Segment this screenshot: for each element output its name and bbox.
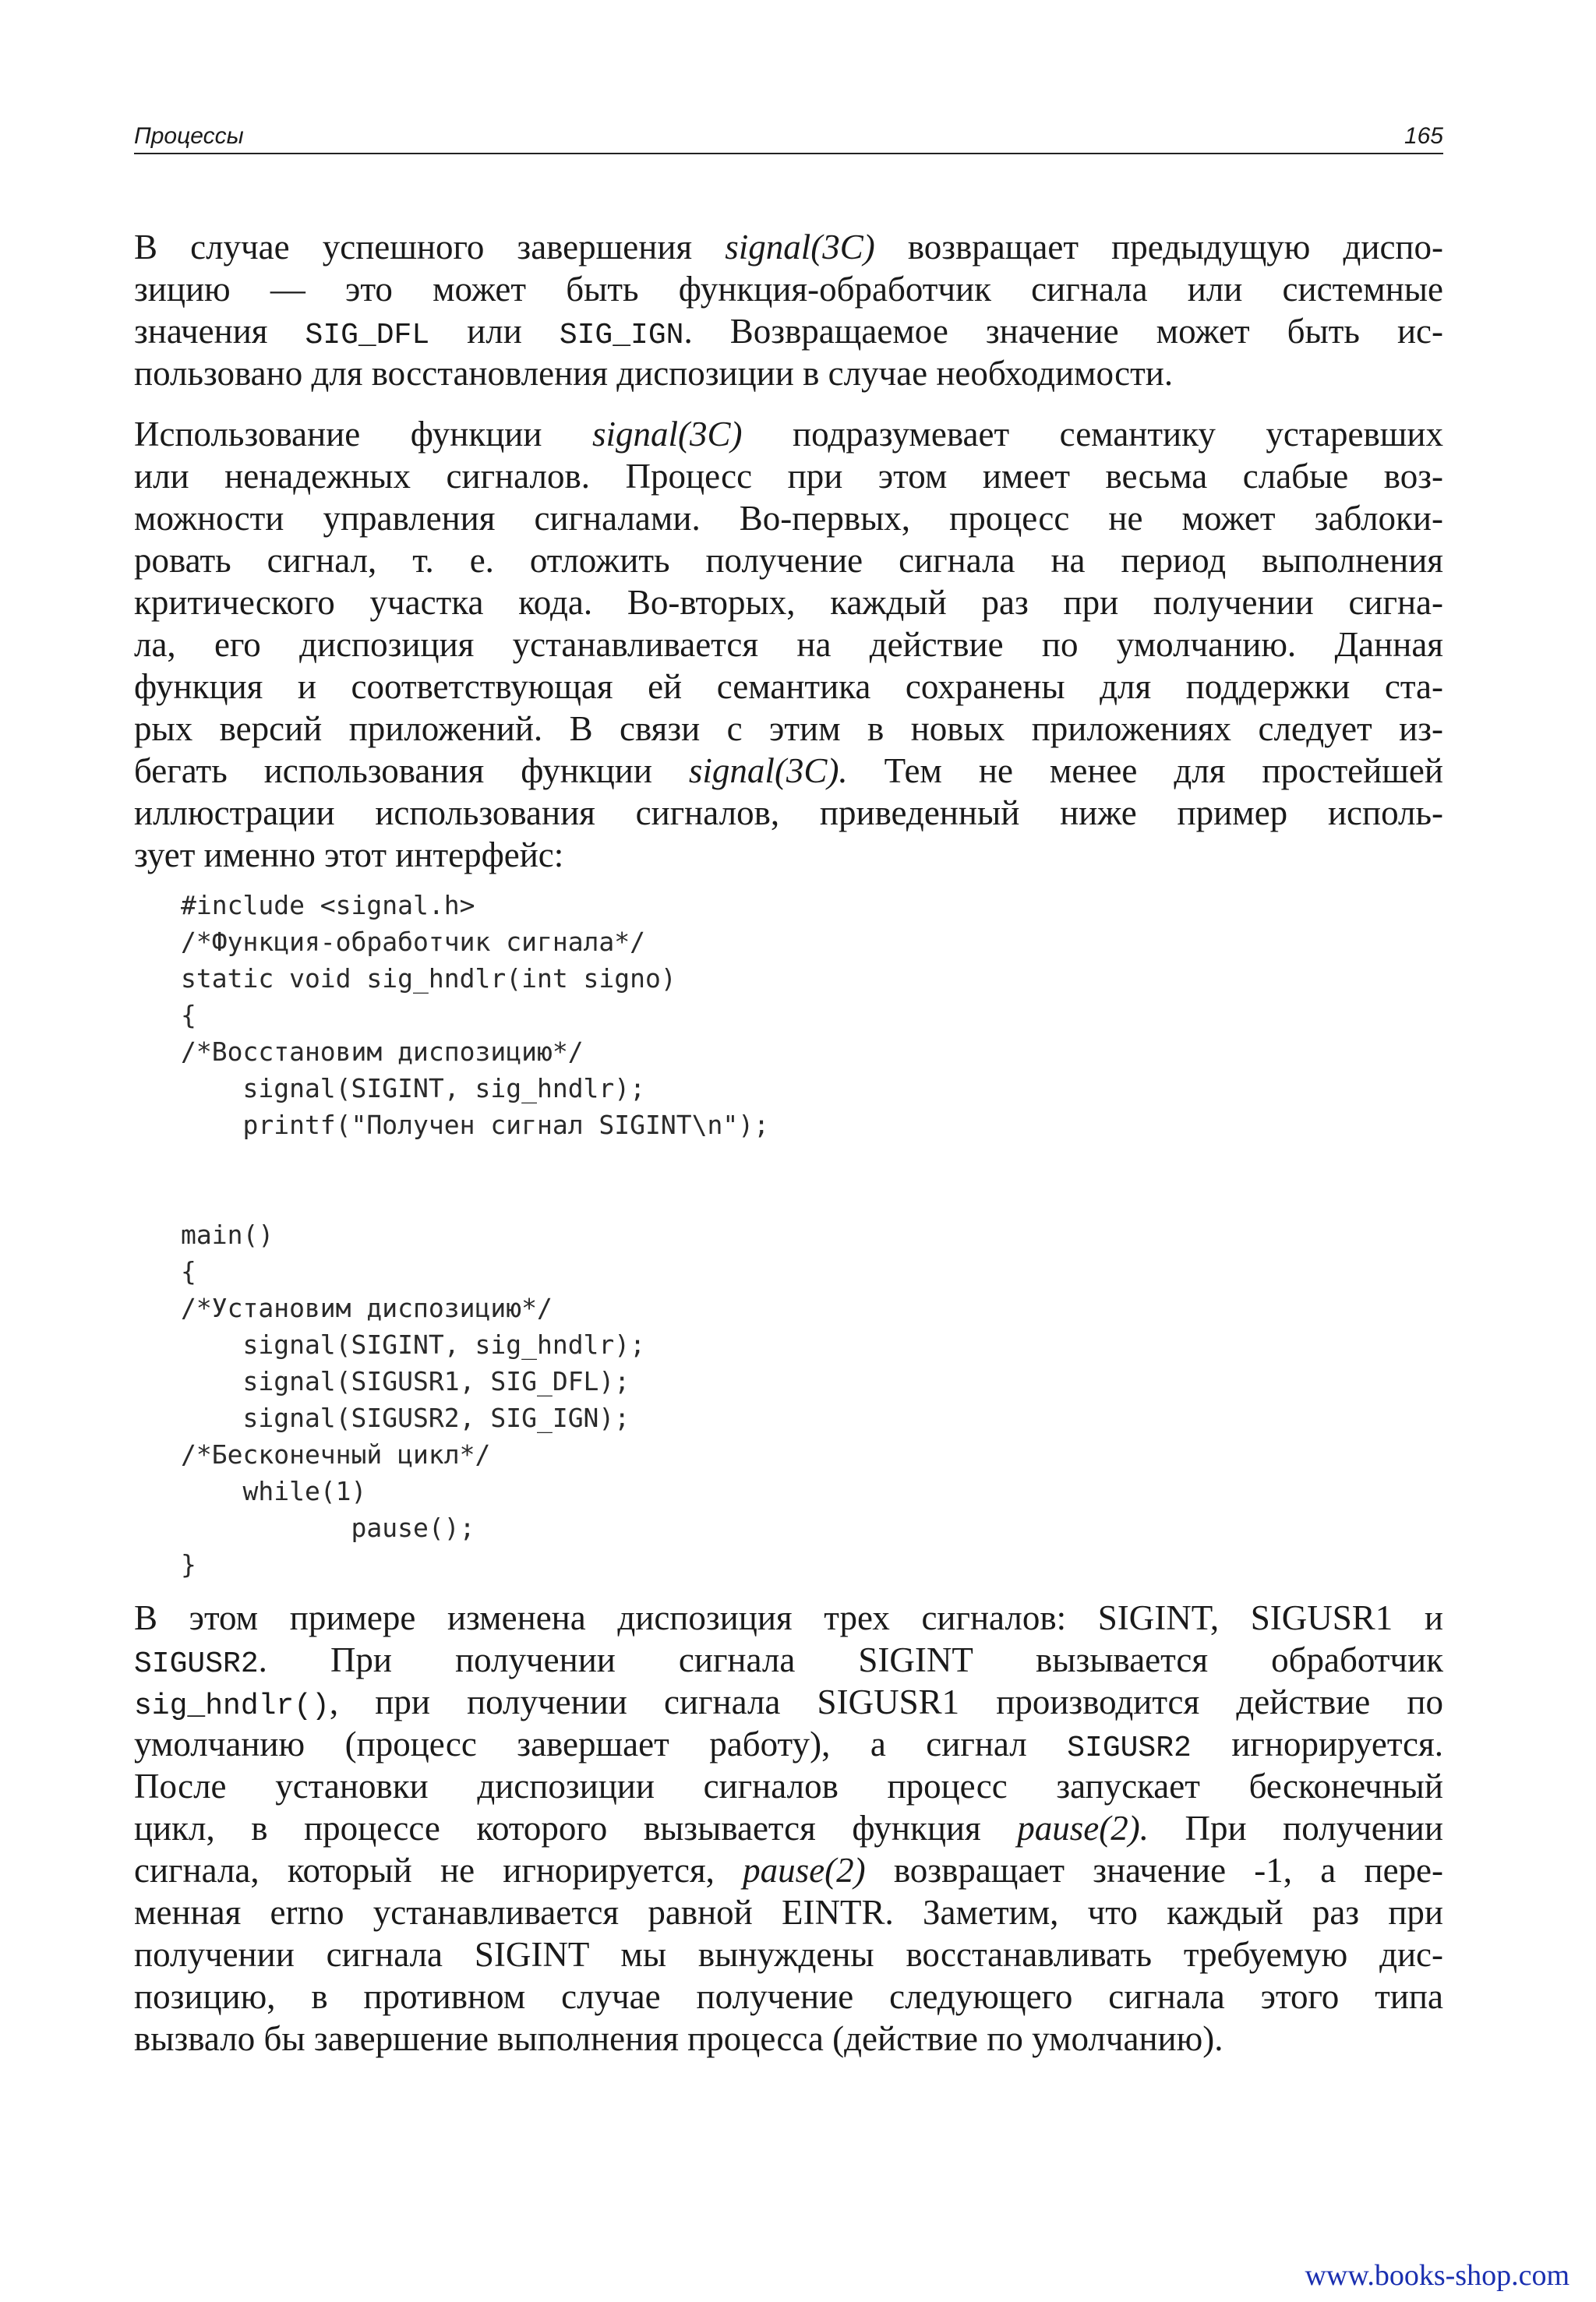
text-line xyxy=(134,1639,1443,1681)
text-line xyxy=(134,750,1443,792)
code-term: SIGUSR2 xyxy=(134,1647,259,1681)
paragraph-3 xyxy=(134,1597,1443,2060)
code-term: SIGUSR2 xyxy=(1067,1732,1192,1765)
code-line: { xyxy=(181,1000,196,1030)
function-ref: signal(3C) xyxy=(592,415,743,454)
code-blank-line xyxy=(181,1180,1350,1216)
text-line xyxy=(134,226,1443,268)
code-line: /*Бесконечный цикл*/ xyxy=(181,1439,491,1470)
function-ref: signal(3C) xyxy=(725,228,875,267)
text-line xyxy=(134,1807,1443,1849)
text-span: цикл, в процессе которого вызывается функция xyxy=(134,1809,1018,1848)
text-span: или xyxy=(429,312,560,351)
text-line: позицию, в противном случае получение следующего сигнала этого типа xyxy=(134,1977,1443,2016)
function-ref: pause(2) xyxy=(743,1851,866,1890)
text-span: При получении xyxy=(1148,1809,1443,1848)
code-listing xyxy=(181,887,1350,1583)
running-header xyxy=(134,118,1443,154)
text-line: ровать сигнал, т. е. отложить получение сигнала на период выполнения xyxy=(134,541,1443,580)
text-span: , при получении сигнала SIGUSR1 производится действие по xyxy=(329,1682,1443,1721)
code-term: sig_hndlr() xyxy=(134,1689,330,1723)
code-term: SIG_IGN xyxy=(559,319,684,352)
code-line: { xyxy=(181,1256,196,1287)
text-line: менная errno устанавливается равной EINTR. Заметим, что каждый раз при xyxy=(134,1893,1443,1932)
text-span: Использование функции xyxy=(134,415,592,454)
code-term: SIG_DFL xyxy=(305,319,430,352)
text-line: В этом примере изменена диспозиция трех сигналов: SIGINT, SIGUSR1 и xyxy=(134,1598,1443,1637)
text-line: можности управления сигналами. Во-первых, процесс не может заблоки- xyxy=(134,499,1443,538)
text-span: В случае успешного завершения xyxy=(134,228,726,267)
text-line: функция и соответствующая ей семантика сохранены для поддержки ста- xyxy=(134,667,1443,706)
text-line: После установки диспозиции сигналов процесс запускает бесконечный xyxy=(134,1767,1443,1806)
code-line: pause(); xyxy=(181,1513,475,1543)
text-line xyxy=(134,1849,1443,1891)
section-title: Процессы xyxy=(134,123,244,149)
paragraph-2 xyxy=(134,413,1443,876)
code-line: signal(SIGUSR1, SIG_DFL); xyxy=(181,1366,630,1396)
function-ref: pause(2). xyxy=(1017,1809,1149,1848)
text-line xyxy=(134,310,1443,352)
text-span: . Возвращаемое значение может быть ис- xyxy=(683,312,1444,351)
text-span: бегать использования функции xyxy=(134,751,689,790)
code-line: } xyxy=(181,1549,196,1580)
text-line: зует именно этот интерфейс: xyxy=(134,835,564,874)
text-span: Тем не менее для простейшей xyxy=(847,751,1443,790)
code-blank-line xyxy=(181,1143,1350,1180)
code-line: main() xyxy=(181,1220,274,1250)
function-ref: signal(3C). xyxy=(688,751,848,790)
text-line: вызвало бы завершение выполнения процесса (действие по умолчанию). xyxy=(134,2019,1223,2058)
code-line: while(1) xyxy=(181,1476,367,1506)
text-line xyxy=(134,413,1443,455)
code-line: signal(SIGUSR2, SIG_IGN); xyxy=(181,1403,630,1433)
watermark-link[interactable]: www.books-shop.com xyxy=(1305,2259,1570,2292)
code-line: static void sig_hndlr(int signo) xyxy=(181,963,676,994)
text-span: . При получении сигнала SIGINT вызывается обработчик xyxy=(258,1640,1443,1679)
text-span: умолчанию (процесс завершает работу), а сигнал xyxy=(134,1725,1068,1764)
text-line: получении сигнала SIGINT мы вынуждены восстанавливать требуемую дис- xyxy=(134,1935,1443,1974)
text-line xyxy=(134,1681,1443,1723)
code-line: printf("Получен сигнал SIGINT\n"); xyxy=(181,1110,769,1140)
text-span: возвращает значение -1, а пере- xyxy=(865,1851,1443,1890)
paragraph-1 xyxy=(134,226,1443,394)
text-span: возвращает предыдущую диспо- xyxy=(874,228,1444,267)
text-span: значения xyxy=(134,312,305,351)
text-line: рых версий приложений. В связи с этим в новых приложениях следует из- xyxy=(134,709,1443,748)
text-line: или ненадежных сигналов. Процесс при этом имеет весьма слабые воз- xyxy=(134,457,1443,496)
page-number: 165 xyxy=(1404,123,1443,149)
text-line xyxy=(134,1723,1443,1765)
text-span: подразумевает семантику устаревших xyxy=(742,415,1443,454)
text-line: зицию — это может быть функция-обработчик сигнала или системные xyxy=(134,270,1443,309)
text-span: игнорируется. xyxy=(1191,1725,1443,1764)
code-line: /*Функция-обработчик сигнала*/ xyxy=(181,927,646,957)
code-line: #include <signal.h> xyxy=(181,890,475,920)
code-line: /*Восстановим диспозицию*/ xyxy=(181,1036,584,1067)
text-line: иллюстрации использования сигналов, приведенный ниже пример исполь- xyxy=(134,793,1443,832)
text-span: сигнала, который не игнорируется, xyxy=(134,1851,743,1890)
text-line: ла, его диспозиция устанавливается на действие по умолчанию. Данная xyxy=(134,625,1443,664)
code-line: signal(SIGINT, sig_hndlr); xyxy=(181,1073,646,1103)
text-line: пользовано для восстановления диспозиции в случае необходимости. xyxy=(134,354,1174,393)
code-line: signal(SIGINT, sig_hndlr); xyxy=(181,1329,646,1360)
code-line: /*Установим диспозицию*/ xyxy=(181,1293,553,1323)
text-line: критического участка кода. Во-вторых, каждый раз при получении сигна- xyxy=(134,583,1443,622)
